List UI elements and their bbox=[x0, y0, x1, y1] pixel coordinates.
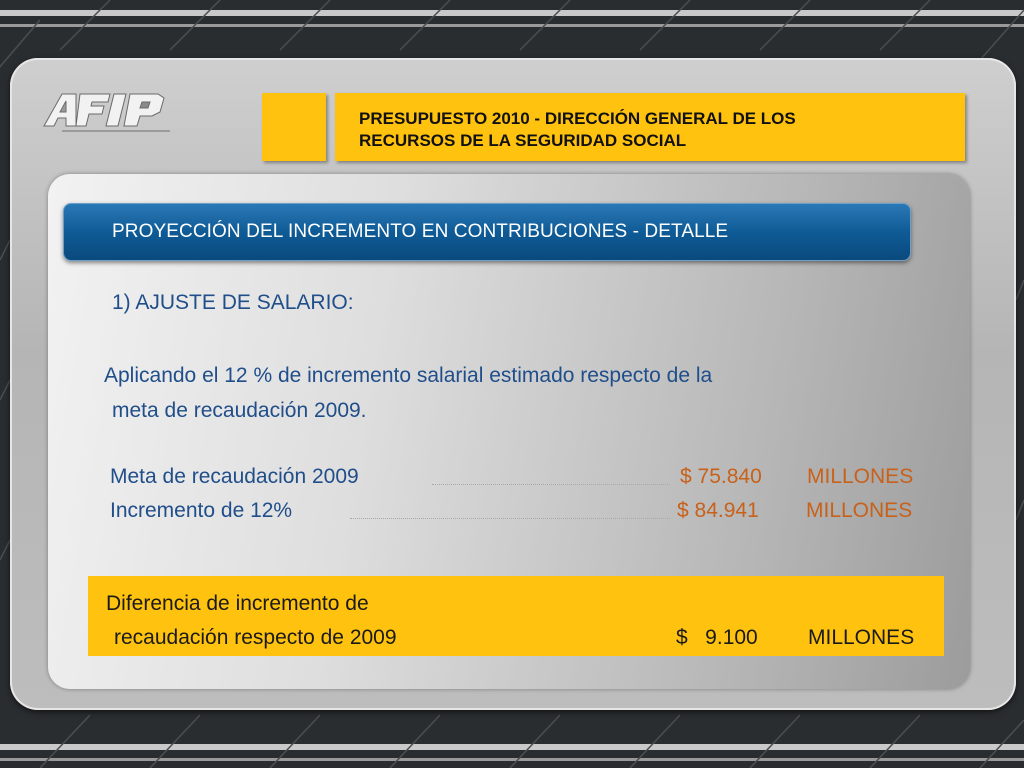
summary-label-line1: Diferencia de incremento de bbox=[106, 592, 369, 615]
header-accent-square bbox=[262, 93, 326, 161]
header-title bbox=[359, 108, 919, 152]
summary-label-line2: recaudación respecto de 2009 bbox=[114, 626, 397, 649]
summary-unit: MILLONES bbox=[808, 626, 915, 649]
row-amount-meta-2009: $ 75.840 bbox=[680, 465, 762, 488]
section-banner bbox=[63, 203, 911, 261]
header-title-box bbox=[335, 93, 965, 161]
row-leader-line bbox=[432, 484, 670, 485]
summary-amount: $ 9.100 bbox=[676, 626, 758, 649]
afip-logo bbox=[40, 90, 190, 140]
row-unit-incremento: MILLONES bbox=[806, 499, 913, 522]
header-title-line1: PRESUPUESTO 2010 - DIRECCIÓN GENERAL DE LOS bbox=[359, 109, 796, 128]
header-title-line2: RECURSOS DE LA SEGURIDAD SOCIAL bbox=[359, 131, 687, 150]
paragraph-line1: Aplicando el 12 % de incremento salarial estimado respecto de la bbox=[104, 364, 713, 387]
banner-title: PROYECCIÓN DEL INCREMENTO EN CONTRIBUCIONES - DETALLE bbox=[112, 221, 729, 242]
row-unit-meta-2009: MILLONES bbox=[807, 465, 914, 488]
paragraph-line2: meta de recaudación 2009. bbox=[112, 399, 367, 422]
row-label-meta-2009: Meta de recaudación 2009 bbox=[110, 465, 359, 488]
row-amount-incremento: $ 84.941 bbox=[677, 499, 759, 522]
section-heading: 1) AJUSTE DE SALARIO: bbox=[112, 291, 354, 314]
row-label-incremento: Incremento de 12% bbox=[110, 499, 293, 522]
row-leader-line bbox=[350, 518, 670, 519]
